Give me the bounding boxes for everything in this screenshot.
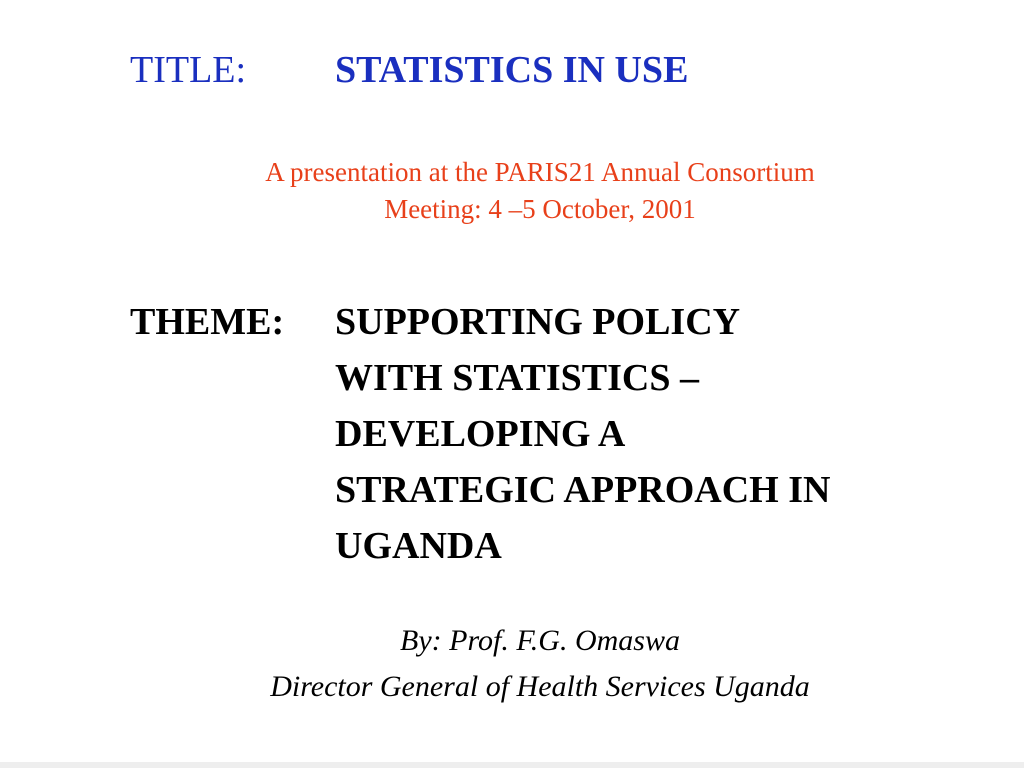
theme-label: THEME: xyxy=(130,301,285,343)
theme-line-3: DEVELOPING A xyxy=(335,413,626,455)
title-label: TITLE: xyxy=(130,49,247,91)
theme-line-2: WITH STATISTICS – xyxy=(335,357,699,399)
byline-position: Director General of Health Services Uganda xyxy=(270,670,810,703)
theme-line-1: SUPPORTING POLICY xyxy=(335,301,741,343)
theme-text xyxy=(335,294,975,574)
theme-line-5: UGANDA xyxy=(335,525,502,567)
theme-line-4: STRATEGIC APPROACH IN xyxy=(335,469,831,511)
slide-title: STATISTICS IN USE xyxy=(335,49,689,91)
subtitle-line-1: A presentation at the PARIS21 Annual Consortium xyxy=(265,157,815,187)
byline xyxy=(140,618,940,710)
subtitle-line-2: Meeting: 4 –5 October, 2001 xyxy=(384,194,696,224)
byline-author: By: Prof. F.G. Omaswa xyxy=(400,624,680,657)
bottom-divider xyxy=(0,762,1024,768)
subtitle xyxy=(140,154,940,228)
